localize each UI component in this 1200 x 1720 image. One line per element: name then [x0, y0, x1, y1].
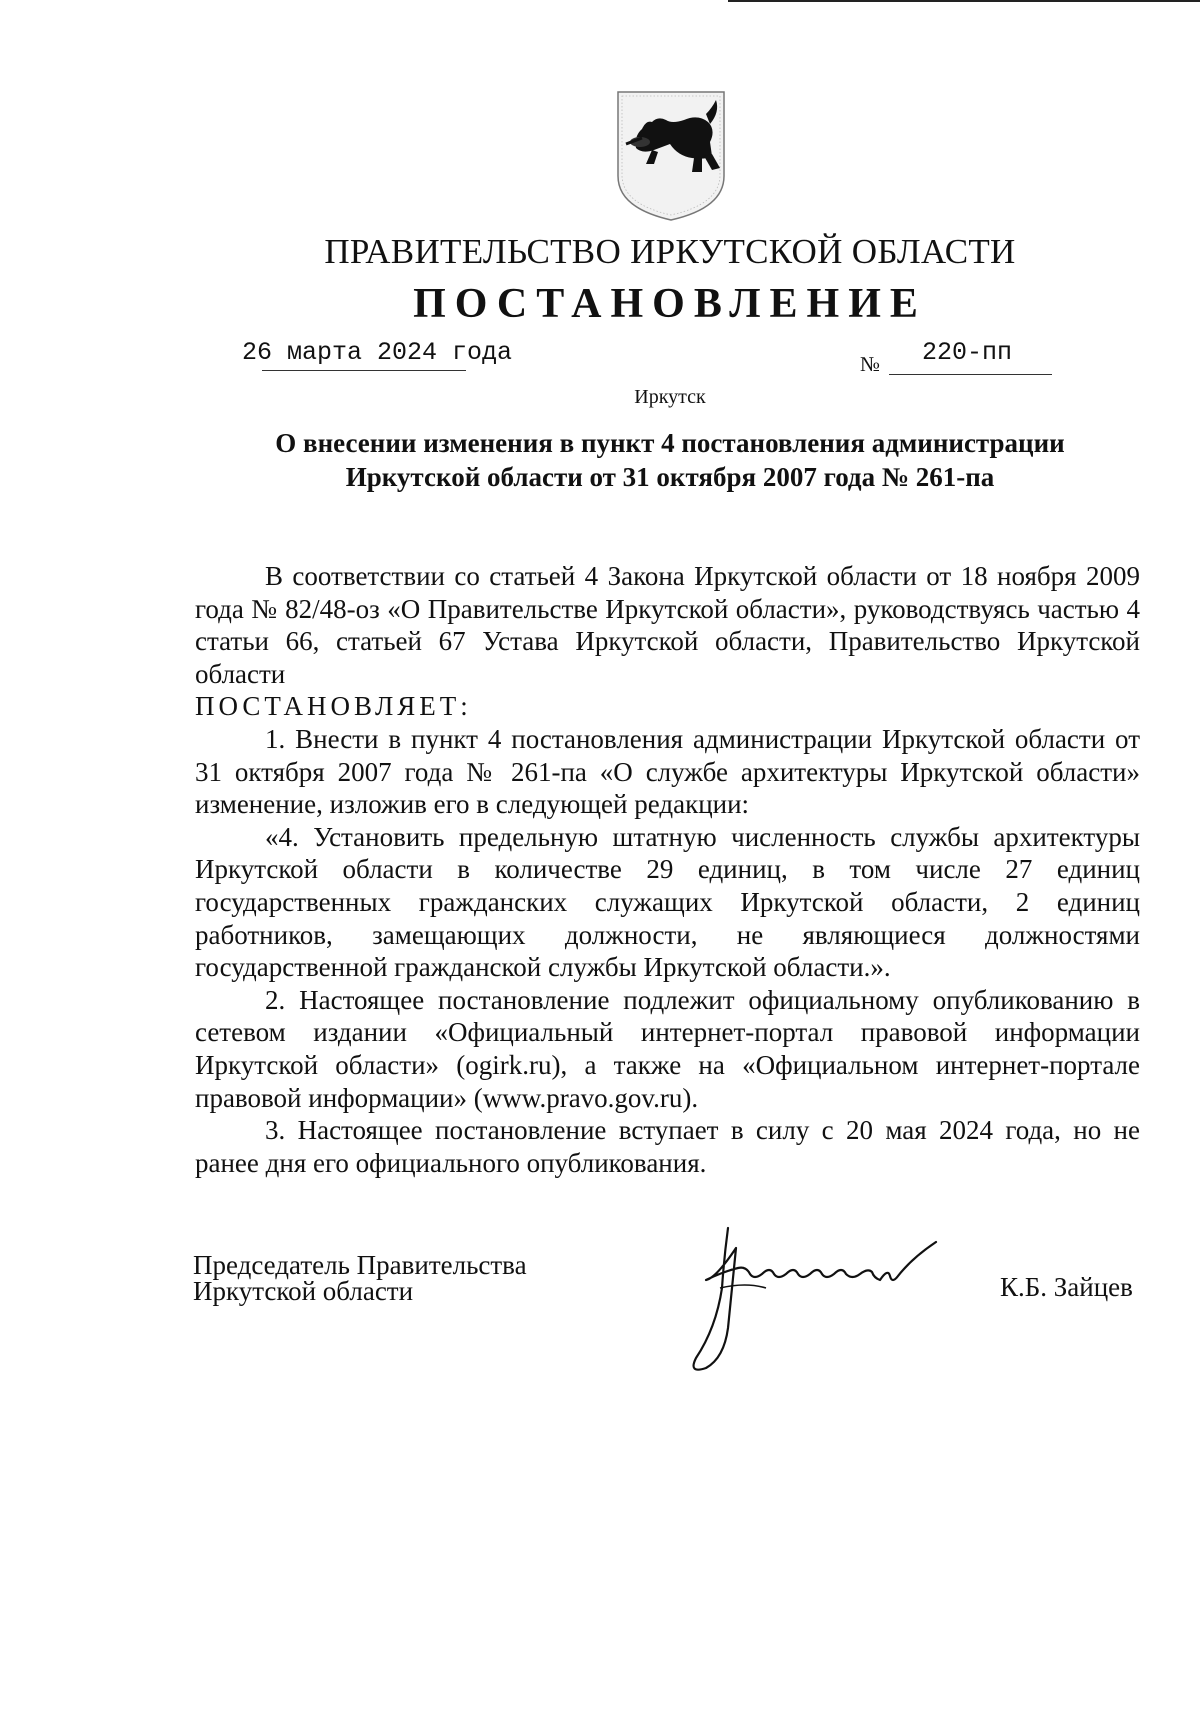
signatory-name: К.Б. Зайцев: [1000, 1272, 1133, 1302]
number-sign: №: [860, 352, 881, 376]
signatory-position: [193, 1252, 527, 1304]
date-underline: [262, 370, 466, 371]
document-heading: [150, 426, 1190, 494]
city-name: Иркутск: [634, 386, 706, 408]
top-border-line: [728, 0, 1200, 2]
document-date: 26 марта 2024 года: [242, 338, 513, 367]
clause-3-paragraph: 3. Настоящее постановление вступает в силу с 20 мая 2024 года, но не ранее дня его официального опубликования.: [195, 1115, 1140, 1178]
number-underline: [889, 374, 1052, 375]
beaver-sable-coat-of-arms-icon: [612, 84, 730, 224]
preamble-paragraph: В соответствии со статьей 4 Закона Иркутской области от 18 ноября 2009 года № 82/48-оз «О Правительстве Иркутской области», руководствуясь частью 4 статьи 66, статьей 67 Устава Иркутской области, Правительство Иркутской области: [195, 561, 1140, 689]
signatory-position-line-1: Председатель Правительства: [193, 1250, 527, 1280]
clause-2-paragraph: 2. Настоящее постановление подлежит официальному опубликованию в сетевом издании «Официальный интернет-портал правовой информации Иркутской области» (ogirk.ru), а также на «Официальном интернет-портале правовой информации» (www.pravo.gov.ru).: [195, 984, 1140, 1113]
document-type: ПОСТАНОВЛЕНИЕ: [413, 281, 927, 327]
document-body: [195, 560, 1140, 1179]
clause-1-quote-paragraph: «4. Установить предельную штатную численность службы архитектуры Иркутской области в количестве 29 единиц, в том числе 27 единиц государственных гражданских служащих Иркутской области, 2 единиц работников, замещающих должности, не являющиеся должностями государственной гражданской службы Иркутской области.».: [195, 821, 1140, 983]
heading-line-1: О внесении изменения в пункт 4 постановления администрации: [275, 428, 1065, 458]
resolves-heading: ПОСТАНОВЛЯЕТ:: [195, 691, 472, 722]
government-name: ПРАВИТЕЛЬСТВО ИРКУТСКОЙ ОБЛАСТИ: [324, 232, 1016, 271]
signatory-position-line-2: Иркутской области: [193, 1276, 414, 1306]
clause-1-paragraph: 1. Внести в пункт 4 постановления администрации Иркутской области от 31 октября 2007 года № 261-па «О службе архитектуры Иркутской области» изменение, изложив его в следующей редакции:: [195, 723, 1140, 820]
heading-line-2: Иркутской области от 31 октября 2007 года № 261-па: [345, 462, 995, 492]
handwritten-signature-icon: [676, 1218, 960, 1378]
document-number: 220-пп: [922, 338, 1013, 367]
